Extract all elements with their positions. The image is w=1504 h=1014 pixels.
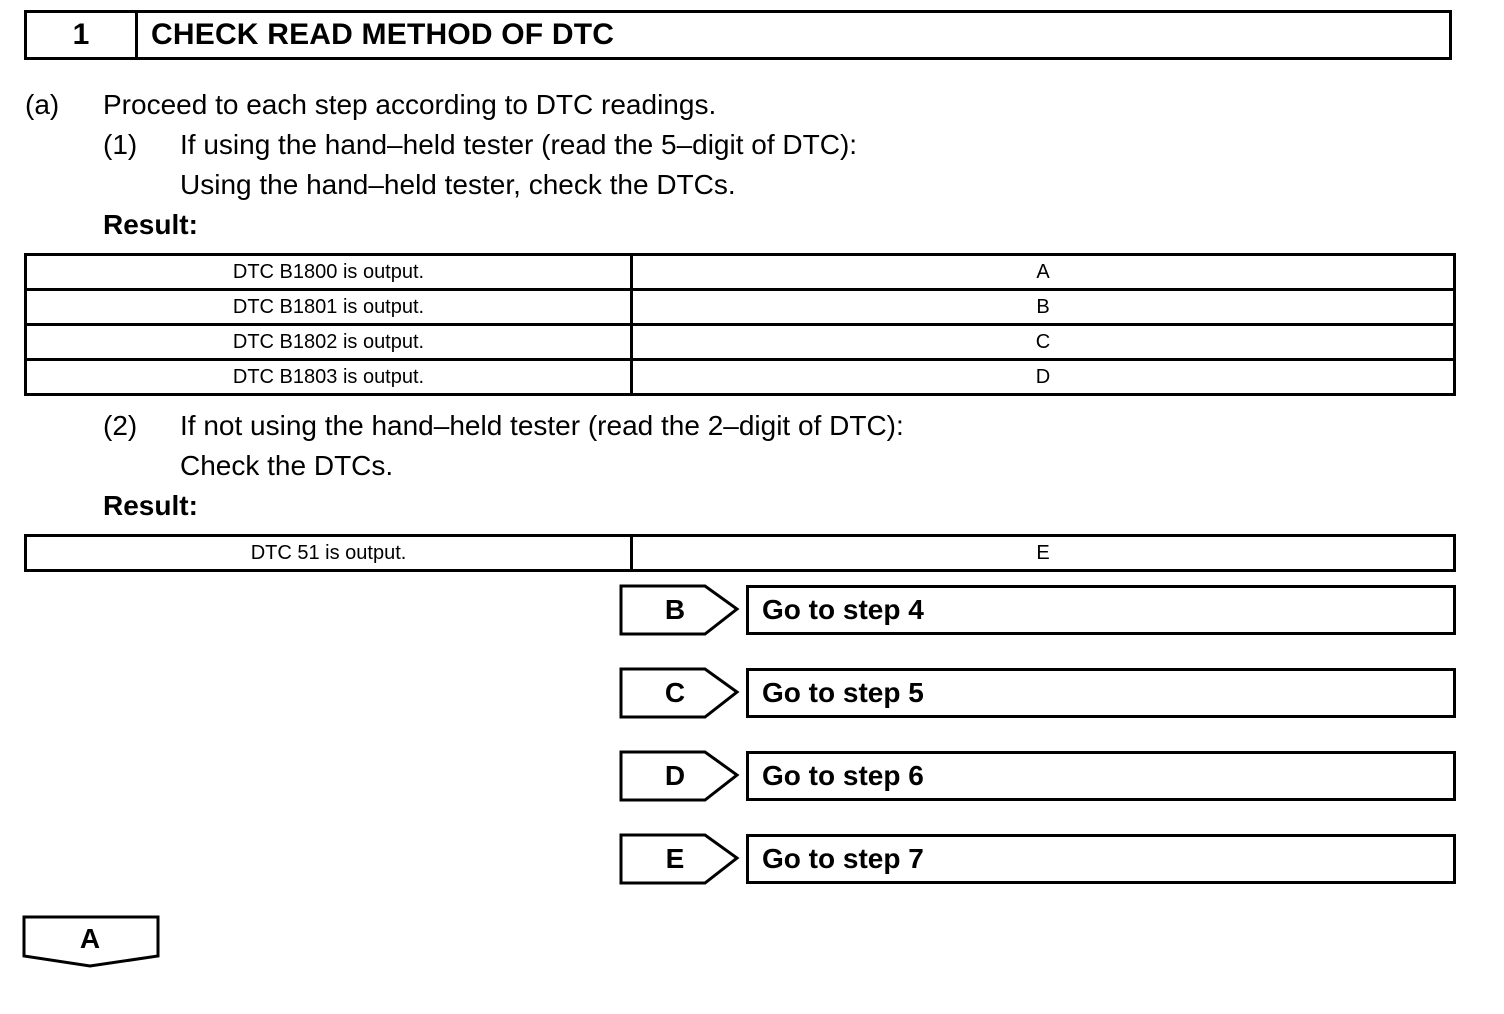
step-title: CHECK READ METHOD OF DTC xyxy=(151,18,615,51)
condition-cell: DTC B1803 is output. xyxy=(26,360,632,395)
instruction-1-marker: (1) xyxy=(103,129,138,160)
result-table-2-row xyxy=(26,536,1455,571)
result-table-2 xyxy=(24,534,1456,572)
branch-letter: C xyxy=(664,677,686,708)
continue-a-label: A xyxy=(79,923,101,954)
instruction-a-marker: (a) xyxy=(25,89,60,120)
condition-cell: DTC B1801 is output. xyxy=(26,290,632,325)
condition-cell: DTC 51 is output. xyxy=(26,536,632,571)
branch-action-b: Go to step 4 xyxy=(746,585,1456,635)
instruction-1-subtext: Using the hand–held tester, check the DTCs. xyxy=(180,169,736,200)
instruction-a-text: Proceed to each step according to DTC readings. xyxy=(103,89,717,120)
branch-arrow-b xyxy=(619,584,743,636)
branch-letter: D xyxy=(664,760,686,791)
branch-arrow-c xyxy=(619,667,743,719)
instruction-2-marker: (2) xyxy=(103,410,138,441)
branch-action-e: Go to step 7 xyxy=(746,834,1456,884)
result-cell: D xyxy=(632,360,1455,395)
result-cell: A xyxy=(632,255,1455,290)
condition-cell: DTC B1800 is output. xyxy=(26,255,632,290)
result-label-2: Result: xyxy=(103,490,198,521)
step-number: 1 xyxy=(27,13,138,57)
branch-arrow-e xyxy=(619,833,743,885)
result-cell: C xyxy=(632,325,1455,360)
result-table-1-row xyxy=(26,360,1455,395)
continue-a-marker xyxy=(22,915,162,969)
instruction-1-text: If using the hand–held tester (read the 5–digit of DTC): xyxy=(180,129,858,160)
branch-letter: E xyxy=(665,843,685,874)
branch-action-d: Go to step 6 xyxy=(746,751,1456,801)
result-table-1 xyxy=(24,253,1456,396)
result-cell: B xyxy=(632,290,1455,325)
result-table-1-row xyxy=(26,255,1455,290)
branch-letter: B xyxy=(664,594,686,625)
step-header xyxy=(24,10,1452,60)
result-cell: E xyxy=(632,536,1455,571)
branch-action-c: Go to step 5 xyxy=(746,668,1456,718)
result-table-1-row xyxy=(26,325,1455,360)
instruction-2-subtext: Check the DTCs. xyxy=(180,450,394,481)
result-label-1: Result: xyxy=(103,209,198,240)
instruction-2-text: If not using the hand–held tester (read the 2–digit of DTC): xyxy=(180,410,904,441)
branch-arrow-d xyxy=(619,750,743,802)
condition-cell: DTC B1802 is output. xyxy=(26,325,632,360)
result-table-1-row xyxy=(26,290,1455,325)
